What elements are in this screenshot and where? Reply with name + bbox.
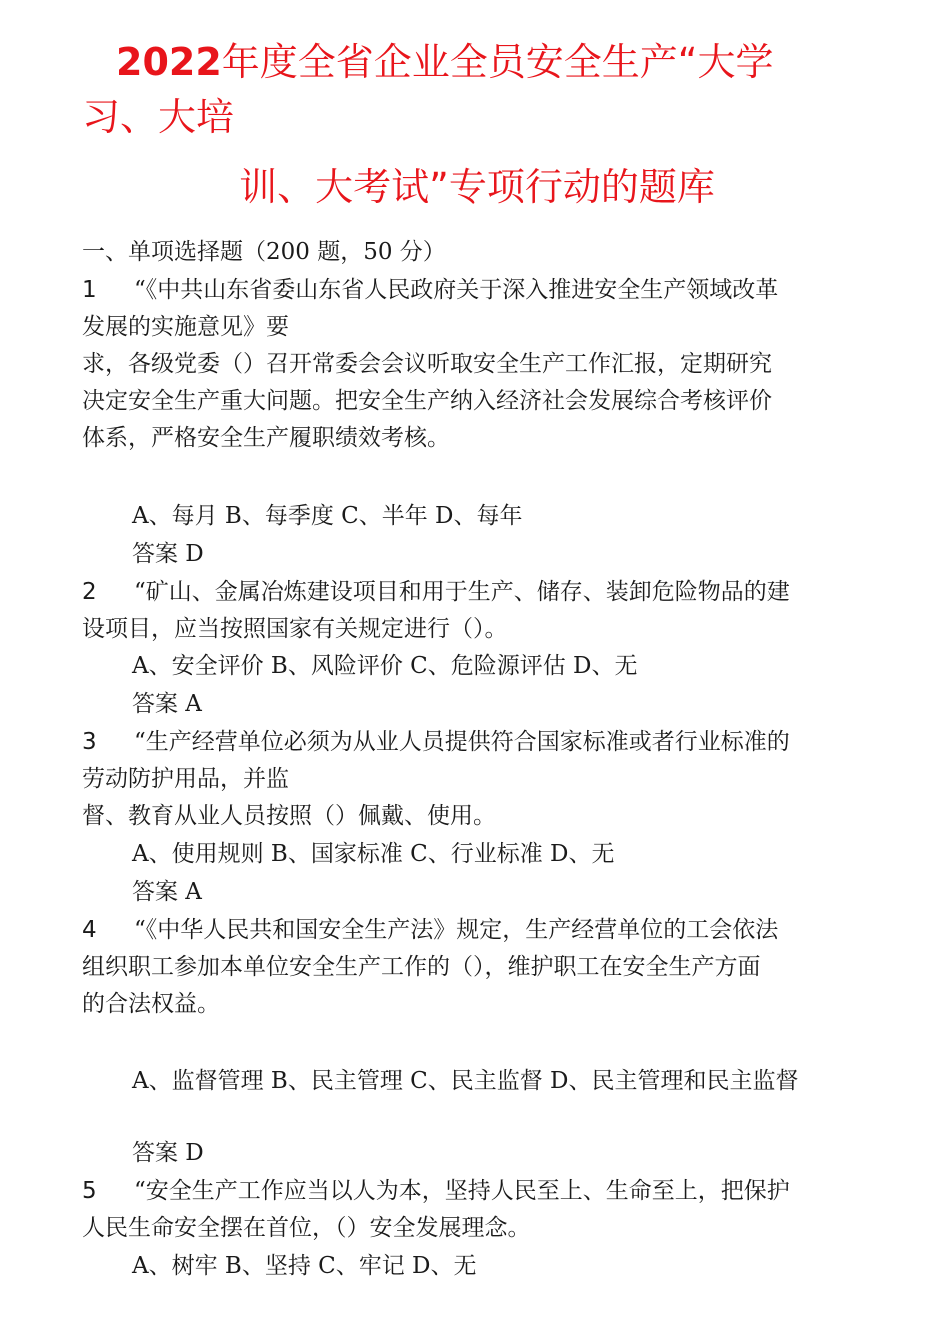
question-4-answer: 答案 D xyxy=(132,1140,204,1166)
title-year: 2022 xyxy=(116,40,222,84)
document-title-line-2: 训、大考试”专项行动的题库 xyxy=(239,165,715,209)
question-1-answer: 答案 D xyxy=(132,541,204,567)
question-2-line-2: 设项目，应当按照国家有关规定进行（）。 xyxy=(82,616,508,642)
question-2-options: A、安全评价 B、风险评价 C、危险源评估 D、无 xyxy=(132,653,638,679)
question-4-options: A、监督管理 B、民主管理 C、民主监督 D、民主管理和民主监督 xyxy=(132,1068,799,1094)
question-1-options: A、每月 B、每季度 C、半年 D、每年 xyxy=(132,503,523,529)
question-3-answer: 答案 A xyxy=(132,879,202,905)
question-5-options: A、树牢 B、坚持 C、牢记 D、无 xyxy=(132,1253,477,1279)
question-4-line-2: 组织职工参加本单位安全生产工作的（），维护职工在安全生产方面 xyxy=(82,954,761,980)
question-number: 1 xyxy=(82,277,97,303)
title-text-1: 年度全省企业全员安全生产“大学 xyxy=(221,40,774,84)
question-1-line-5: 体系，严格安全生产履职绩效考核。 xyxy=(82,425,450,451)
question-2-line-1: 2 “矿山、金属冶炼建设项目和用于生产、储存、装卸危险物品的建 xyxy=(82,574,790,611)
question-1-line-4: 决定安全生产重大问题。把安全生产纳入经济社会发展综合考核评价 xyxy=(82,388,772,414)
question-1-line-1: 1 “《中共山东省委山东省人民政府关于深入推进安全生产领域改革 xyxy=(82,272,778,309)
question-number: 2 xyxy=(82,579,97,605)
question-5-line-2: 人民生命安全摆在首位，（）安全发展理念。 xyxy=(82,1215,531,1241)
question-1-line-2: 发展的实施意见》要 xyxy=(82,314,289,340)
question-5-line-1: 5 “安全生产工作应当以人为本，坚持人民至上、生命至上，把保护 xyxy=(82,1173,790,1210)
document-title-line-1b: 习、大培 xyxy=(82,95,235,139)
question-3-line-2: 劳动防护用品，并监 xyxy=(82,766,289,792)
question-number: 5 xyxy=(82,1178,97,1204)
question-number: 4 xyxy=(82,917,97,943)
question-3-options: A、使用规则 B、国家标准 C、行业标准 D、无 xyxy=(132,841,615,867)
question-number: 3 xyxy=(82,729,97,755)
question-4-line-3: 的合法权益。 xyxy=(82,991,220,1017)
question-3-line-1: 3 “生产经营单位必须为从业人员提供符合国家标准或者行业标准的 xyxy=(82,724,790,761)
question-2-answer: 答案 A xyxy=(132,691,202,717)
section-heading: 一、单项选择题（200 题，50 分） xyxy=(82,239,446,265)
question-3-line-3: 督、教育从业人员按照（）佩戴、使用。 xyxy=(82,803,496,829)
question-4-line-1: 4 “《中华人民共和国安全生产法》规定，生产经营单位的工会依法 xyxy=(82,912,778,949)
question-1-line-3: 求，各级党委（）召开常委会会议听取安全生产工作汇报，定期研究 xyxy=(82,351,772,377)
